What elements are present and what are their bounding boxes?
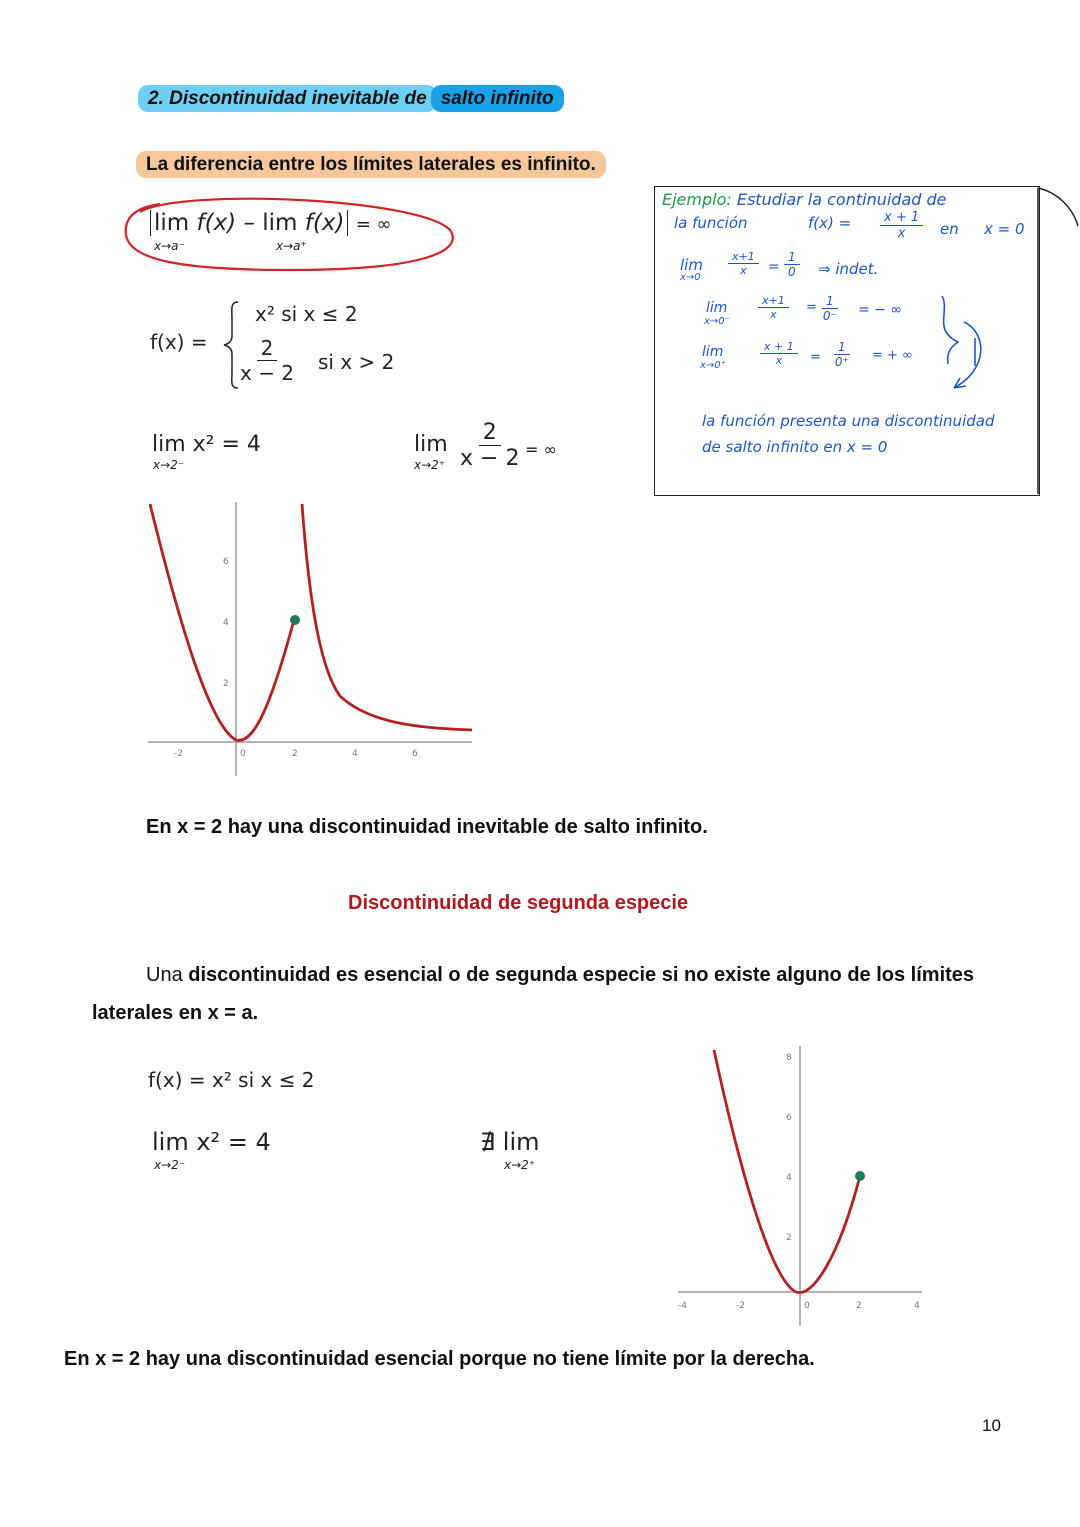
graph1-y-tick: 2 [223, 679, 229, 689]
example-conclusion1: la función presenta una discontinuidad [702, 412, 995, 430]
limit-right-sub: x→2⁺ [414, 458, 446, 472]
piecewise-case1: x² si x ≤ 2 [255, 302, 358, 326]
graph2-x-tick: 0 [804, 1301, 810, 1311]
statement-1: En x = 2 hay una discontinuidad inevitable de salto infinito. [146, 816, 708, 838]
limit2-right: ∄ lim [480, 1128, 540, 1156]
formula-sub-left: x→a⁻ [154, 239, 185, 253]
piecewise-case2: $\frac{2}{x - 2}$ [240, 336, 295, 385]
section-heading [138, 88, 564, 110]
graph-segunda-especie [672, 1040, 932, 1330]
piecewise-brace [222, 300, 242, 390]
example-lim2-frac2: $\frac{1}{0^-}$ [822, 294, 837, 323]
limit-right-result: = ∞ [525, 440, 557, 459]
limit2-right-sub: x→2⁺ [504, 1158, 536, 1172]
example-lim2: lim [706, 300, 728, 316]
note-box-edge [1036, 186, 1080, 506]
example-lim3-eq: = [810, 350, 821, 365]
example-lim3-sub: x→0⁺ [700, 360, 726, 371]
limit2-left: lim x² = 4 [152, 1128, 271, 1156]
example-at: x = 0 [984, 220, 1025, 238]
graph2-y-tick: 2 [786, 1233, 792, 1243]
graph2-x-tick: -4 [678, 1301, 687, 1311]
example-line1: Ejemplo: Estudiar la continuidad de [662, 190, 947, 209]
example-lim1-frac: $\frac{x+1}{x}$ [728, 250, 759, 277]
second-species-title: Discontinuidad de segunda especie [348, 892, 689, 914]
formula-main: lim f(x) – lim f(x) = ∞ [150, 210, 392, 236]
example-conclusion2: de salto infinito en x = 0 [702, 438, 888, 456]
example-lim1-eq: = [768, 259, 780, 275]
section-heading-highlight: salto infinito [431, 85, 564, 112]
limit-left: lim x² = 4 [152, 432, 261, 457]
piecewise-fx: f(x) = [150, 330, 208, 354]
example-lim3-frac: $\frac{x + 1}{x}$ [760, 340, 798, 367]
example-brace-arrow [930, 292, 1000, 402]
graph2-x-tick: 2 [856, 1301, 862, 1311]
example-lim1: lim [680, 256, 703, 274]
definition-text: La diferencia entre los límites laterales es infinito. [136, 154, 606, 176]
example-lim2-res: = − ∞ [858, 302, 903, 318]
second-species-paragraph: Una discontinuidad es esencial o de segunda especie si no existe alguno de los límites laterales en x = a. [92, 964, 975, 1024]
graph2-x-tick: -2 [736, 1301, 745, 1311]
statement-2: En x = 2 hay una discontinuidad esencial porque no tiene límite por la derecha. [64, 1348, 815, 1370]
example-en: en [940, 220, 959, 238]
graph2-y-tick: 4 [786, 1173, 792, 1183]
limit-right-frac: $\frac{2}{x - 2}$ [460, 420, 520, 471]
graph2-x-tick: 4 [914, 1301, 920, 1311]
example-lim2-frac: $\frac{x+1}{x}$ [758, 294, 789, 321]
piecewise-case2-cond: si x > 2 [318, 350, 395, 374]
graph1-x-tick: 6 [412, 749, 418, 759]
graph1-x-tick: 4 [352, 749, 358, 759]
graph1-y-tick: 4 [223, 618, 229, 628]
graph1-x-tick: 0 [240, 749, 246, 759]
example-fx-frac: $\frac{x + 1}{x}$ [880, 210, 923, 241]
example-lim1-frac2: $\frac{1}{0}$ [784, 250, 800, 279]
example-lim3: lim [702, 344, 724, 360]
graph-salto-infinito [140, 496, 480, 786]
example-lim1-sub: x→0 [680, 272, 701, 283]
example-lim3-frac2: $\frac{1}{0^+}$ [834, 340, 849, 369]
limit-left-sub: x→2⁻ [153, 458, 185, 472]
example-line2: la función [674, 214, 748, 232]
section-heading-number: 2. Discontinuidad inevitable de [138, 85, 437, 112]
example-lim1-res: ⇒ indet. [818, 260, 879, 278]
graph2-y-tick: 8 [786, 1053, 792, 1063]
example-fx: f(x) = [808, 214, 852, 232]
graph2-y-tick: 6 [786, 1113, 792, 1123]
example-lim2-eq: = [806, 300, 817, 315]
example-lim2-sub: x→0⁻ [704, 316, 730, 327]
page-number: 10 [982, 1416, 1001, 1435]
piecewise2-fx: f(x) = x² si x ≤ 2 [148, 1068, 315, 1092]
example-lim3-res: = + ∞ [872, 348, 913, 363]
graph1-x-tick: -2 [174, 749, 183, 759]
graph1-y-tick: 6 [223, 557, 229, 567]
limit-right-lim: lim [414, 432, 448, 457]
graph1-x-tick: 2 [292, 749, 298, 759]
formula-sub-right: x→a⁺ [276, 239, 307, 253]
limit2-left-sub: x→2⁻ [154, 1158, 186, 1172]
